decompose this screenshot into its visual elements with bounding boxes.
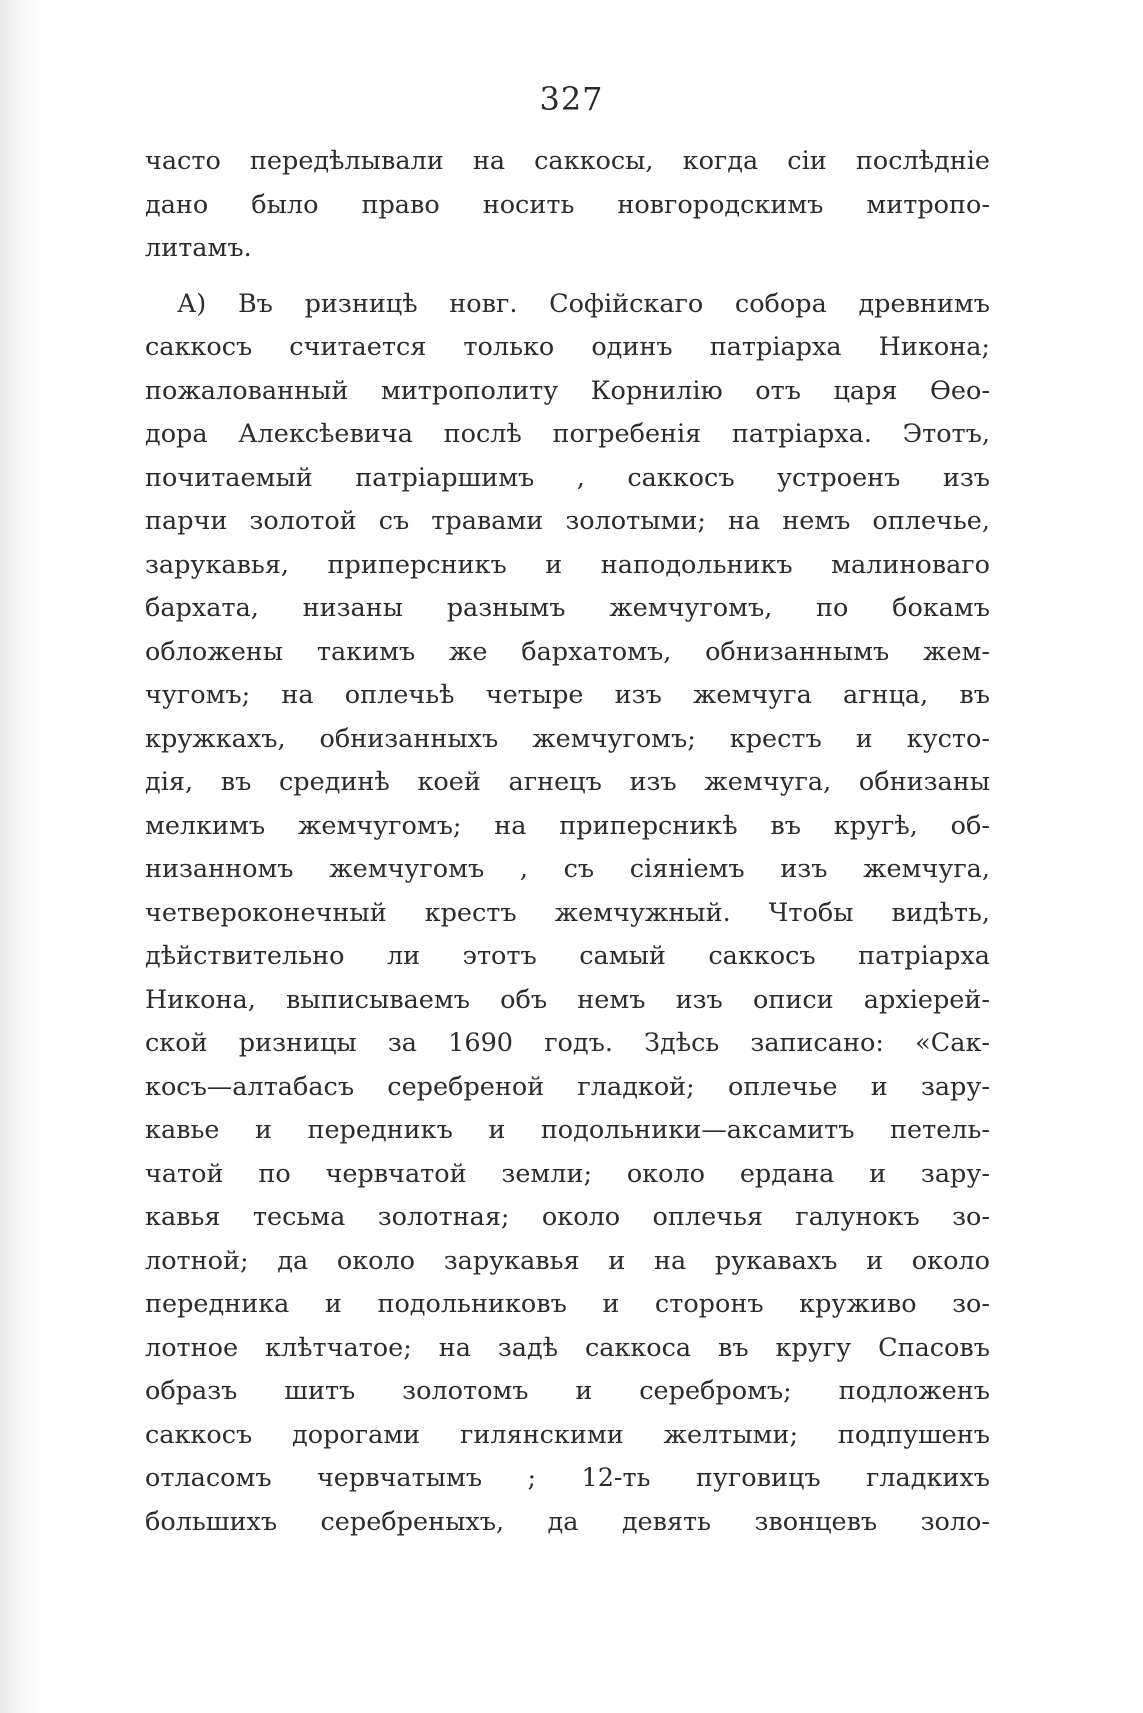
text-line: парчи золотой съ травами золотыми; на немъ оплечье, — [145, 506, 990, 536]
text-line: отласомъ червчатымъ ; 12-ть пуговицъ гладкихъ — [145, 1463, 990, 1493]
paragraph-sakkos-nikon — [145, 283, 990, 1545]
text-line: дія, въ срединѣ коей агнецъ изъ жемчуга, обнизаны — [145, 767, 990, 797]
text-line: лотной; да около зарукавья и на рукавахъ и около — [145, 1245, 990, 1276]
text-line: четвероконечный крестъ жемчужный. Чтобы видѣть, — [145, 897, 990, 928]
text-line: часто передѣлывали на саккосы, когда сіи послѣдніе — [145, 146, 990, 176]
text-line: кавья тесьма золотная; около оплечья галунокъ зо- — [145, 1202, 990, 1232]
text-line: дора Алексѣевича послѣ погребенія патріарха. Этотъ, — [145, 419, 990, 449]
text-line: саккосъ считается только одинъ патріарха Никона; — [145, 332, 990, 362]
text-line: низанномъ жемчугомъ , съ сіяніемъ изъ жемчуга, — [145, 854, 990, 884]
paragraph-continued — [145, 140, 990, 271]
text-line: пожалованный митрополиту Корнилію отъ царя Ѳео- — [145, 375, 990, 406]
page-number: 327 — [539, 80, 604, 118]
text-line: чугомъ; на оплечьѣ четыре изъ жемчуга агнца, въ — [145, 680, 990, 710]
text-line: зарукавья, приперсникъ и наподольникъ малиноваго — [145, 549, 990, 580]
text-line: саккосъ дорогами гилянскими желтыми; подпушенъ — [145, 1419, 990, 1450]
text-line: лотное клѣтчатое; на задѣ саккоса въ кругу Спасовъ — [145, 1332, 990, 1363]
text-line: бархата, низаны разнымъ жемчугомъ, по бокамъ — [145, 593, 990, 623]
text-line: кружкахъ, обнизанныхъ жемчугомъ; крестъ и кусто- — [145, 723, 990, 754]
text-line: мелкимъ жемчугомъ; на приперсникѣ въ кругѣ, об- — [145, 810, 990, 841]
text-line: почитаемый патріаршимъ , саккосъ устроенъ изъ — [145, 462, 990, 493]
text-line: литамъ. — [145, 233, 252, 263]
text-line: образъ шитъ золотомъ и серебромъ; подложенъ — [145, 1376, 990, 1406]
text-line: передника и подольниковъ и сторонъ круживо зо- — [145, 1289, 990, 1319]
page-text — [145, 140, 990, 1544]
text-line: обложены такимъ же бархатомъ, обнизаннымъ жем- — [145, 636, 990, 667]
text-line: дѣйствительно ли этотъ самый саккосъ патріарха — [145, 941, 990, 971]
text-line: косъ—алтабасъ серебреной гладкой; оплечье и зару- — [145, 1071, 990, 1102]
text-line: Никона, выписываемъ объ немъ изъ описи архіерей- — [145, 984, 990, 1015]
text-line: ской ризницы за 1690 годъ. Здѣсь записано: «Сак- — [145, 1028, 990, 1058]
text-line: кавье и передникъ и подольники—аксамитъ петель- — [145, 1115, 990, 1145]
text-line: чатой по червчатой земли; около ердана и зару- — [145, 1158, 990, 1189]
text-line: дано было право носить новгородскимъ митропо- — [145, 189, 990, 220]
text-line: большихъ серебреныхъ, да девять звонцевъ золо- — [145, 1506, 990, 1537]
text-line: А) Въ ризницѣ новг. Софійскаго собора древнимъ — [177, 288, 990, 319]
